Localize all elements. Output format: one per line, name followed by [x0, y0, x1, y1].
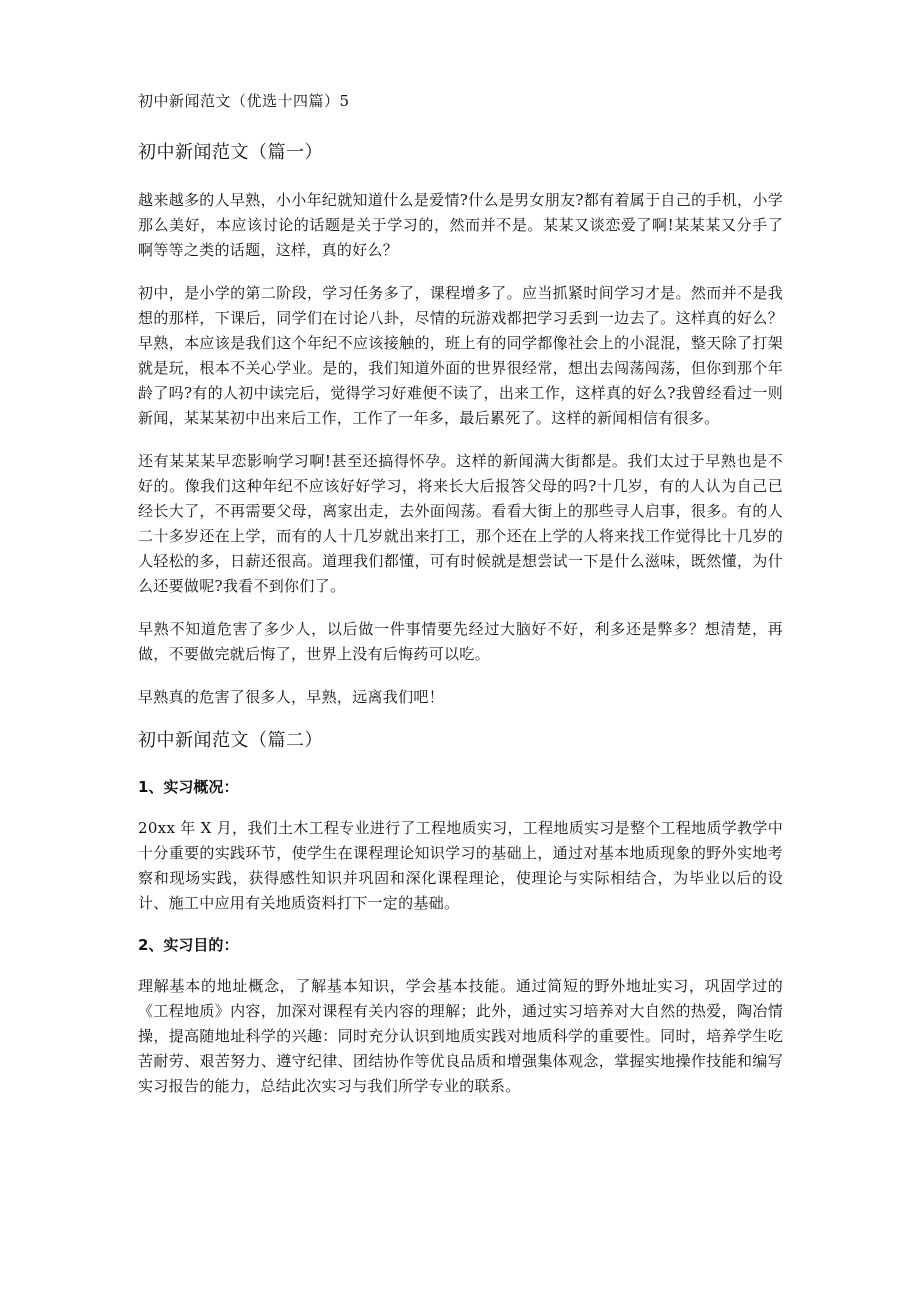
- paragraph: 早熟真的危害了很多人，早熟，远离我们吧！: [138, 688, 445, 706]
- paragraph: 20xx 年 X 月，我们土木工程专业进行了工程地质实习，工程地质实习是整个工程地质学教学中十分重要的实践环节，使学生在课程理论知识学习的基础上，通过对基本地质现象的野外实地考察和现场实践，获得感性知识并巩固和深化课程理论，使理论与实际相结合，为毕业以后的设计、施工中应用有关地质资料打下一定的基础。: [138, 819, 783, 912]
- section-heading-1: 初中新闻范文（篇一）: [138, 142, 323, 163]
- paragraph: 还有某某某早恋影响学习啊!甚至还搞得怀孕。这样的新闻满大街都是。我们太过于早熟也是不好的。像我们这种年纪不应该好好学习，将来长大后报答父母的吗?十几岁，有的人认为自己已经长大了，不再需要父母，离家出走，去外面闯荡。看看大街上的那些寻人启事，很多。有的人二十多岁还在上学，而有的人十几岁就出来打工，那个还在上学的人将来找工作觉得比十几岁的人轻松的多，日薪还很高。道理我们都懂，可有时候就是想尝试一下是什么滋味，既然懂，为什么还要做呢?我看不到你们了。: [138, 452, 783, 595]
- paragraph: 早熟不知道危害了多少人，以后做一件事情要先经过大脑好不好，利多还是弊多？想清楚，再做，不要做完就后悔了，世界上没有后悔药可以吃。: [138, 620, 783, 663]
- document-page: [138, 90, 783, 1117]
- subheading-internship-overview: 1、实习概况：: [138, 778, 239, 796]
- paragraph: 越来越多的人早熟，小小年纪就知道什么是爱情?什么是男女朋友?都有着属于自己的手机，小学那么美好，本应该讨论的话题是关于学习的，然而并不是。某某又谈恋爱了啊!某某某又分手了啊等等之类的话题，这样，真的好么？: [138, 191, 783, 259]
- paragraph: 理解基本的地址概念，了解基本知识，学会基本技能。通过简短的野外地址实习，巩固学过的《工程地质》内容，加深对课程有关内容的理解；此外，通过实习培养对大自然的热爱，陶冶情操，提高随地址科学的兴趣：同时充分认识到地质实践对地质科学的重要性。同时，培养学生吃苦耐劳、艰苦努力、遵守纪律、团结协作等优良品质和增强集体观念，掌握实地操作技能和编写实习报告的能力，总结此次实习与我们所学专业的联系。: [138, 977, 783, 1095]
- section-heading-2: 初中新闻范文（篇二）: [138, 730, 323, 751]
- document-title: 初中新闻范文（优选十四篇）5: [138, 92, 350, 110]
- subheading-internship-purpose: 2、实习目的：: [138, 936, 239, 954]
- paragraph: 初中，是小学的第二阶段，学习任务多了，课程增多了。应当抓紧时间学习才是。然而并不是我想的那样，下课后，同学们在讨论八卦，尽情的玩游戏都把学习丢到一边去了。这样真的好么？早熟，本应该是我们这个年纪不应该接触的，班上有的同学都像社会上的小混混，整天除了打架就是玩，根本不关心学业。是的，我们知道外面的世界很经常，想出去闯荡闯荡，但你到那个年龄了吗?有的人初中读完后，觉得学习好难便不读了，出来工作，这样真的好么?我曾经看过一则新闻，某某某初中出来后工作，工作了一年多，最后累死了。这样的新闻相信有很多。: [138, 284, 783, 427]
